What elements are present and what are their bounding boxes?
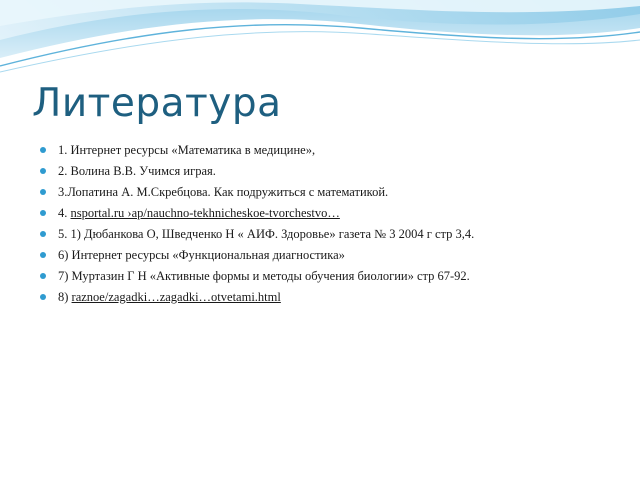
list-item-text: 7) Муртазин Г Н «Активные формы и методы обучения биологии» стр 67-92. [58,269,470,283]
bullet-icon [40,168,46,174]
bullet-icon [40,210,46,216]
list-item-text: 2. Волина В.В. Учимся играя. [58,164,216,178]
bullet-icon [40,147,46,153]
list-item-text: 1. Интернет ресурсы «Математика в медицине», [58,143,316,157]
list-item [40,287,630,308]
list-item-text: 6) Интернет ресурсы «Функциональная диагностика» [58,248,345,262]
bullet-icon [40,189,46,195]
reference-link[interactable]: nsportal.ru ›ap/nauchno-tekhnicheskoe-tvorchestvo… [70,206,340,220]
list-item [40,182,630,203]
list-item-text: 5. 1) Дюбанкова О, Шведченко Н « АИФ. Здоровье» газета № 3 2004 г стр 3,4. [58,227,475,241]
slide-title: Литература [32,81,282,126]
list-item [40,161,630,182]
list-item-text: 3.Лопатина А. М.Скребцова. Как подружиться с математикой. [58,185,389,199]
list-item-prefix: 8) [58,290,72,304]
list-item [40,140,630,161]
list-item [40,266,630,287]
reference-list [40,140,630,308]
bullet-icon [40,273,46,279]
list-item [40,224,630,245]
list-item [40,245,630,266]
bullet-icon [40,231,46,237]
bullet-icon [40,252,46,258]
header-wave-decoration [0,0,640,80]
reference-link[interactable]: raznoe/zagadki…zagadki…otvetami.html [71,290,281,304]
list-item [40,203,630,224]
list-item-prefix: 4. [58,206,71,220]
bullet-icon [40,294,46,300]
